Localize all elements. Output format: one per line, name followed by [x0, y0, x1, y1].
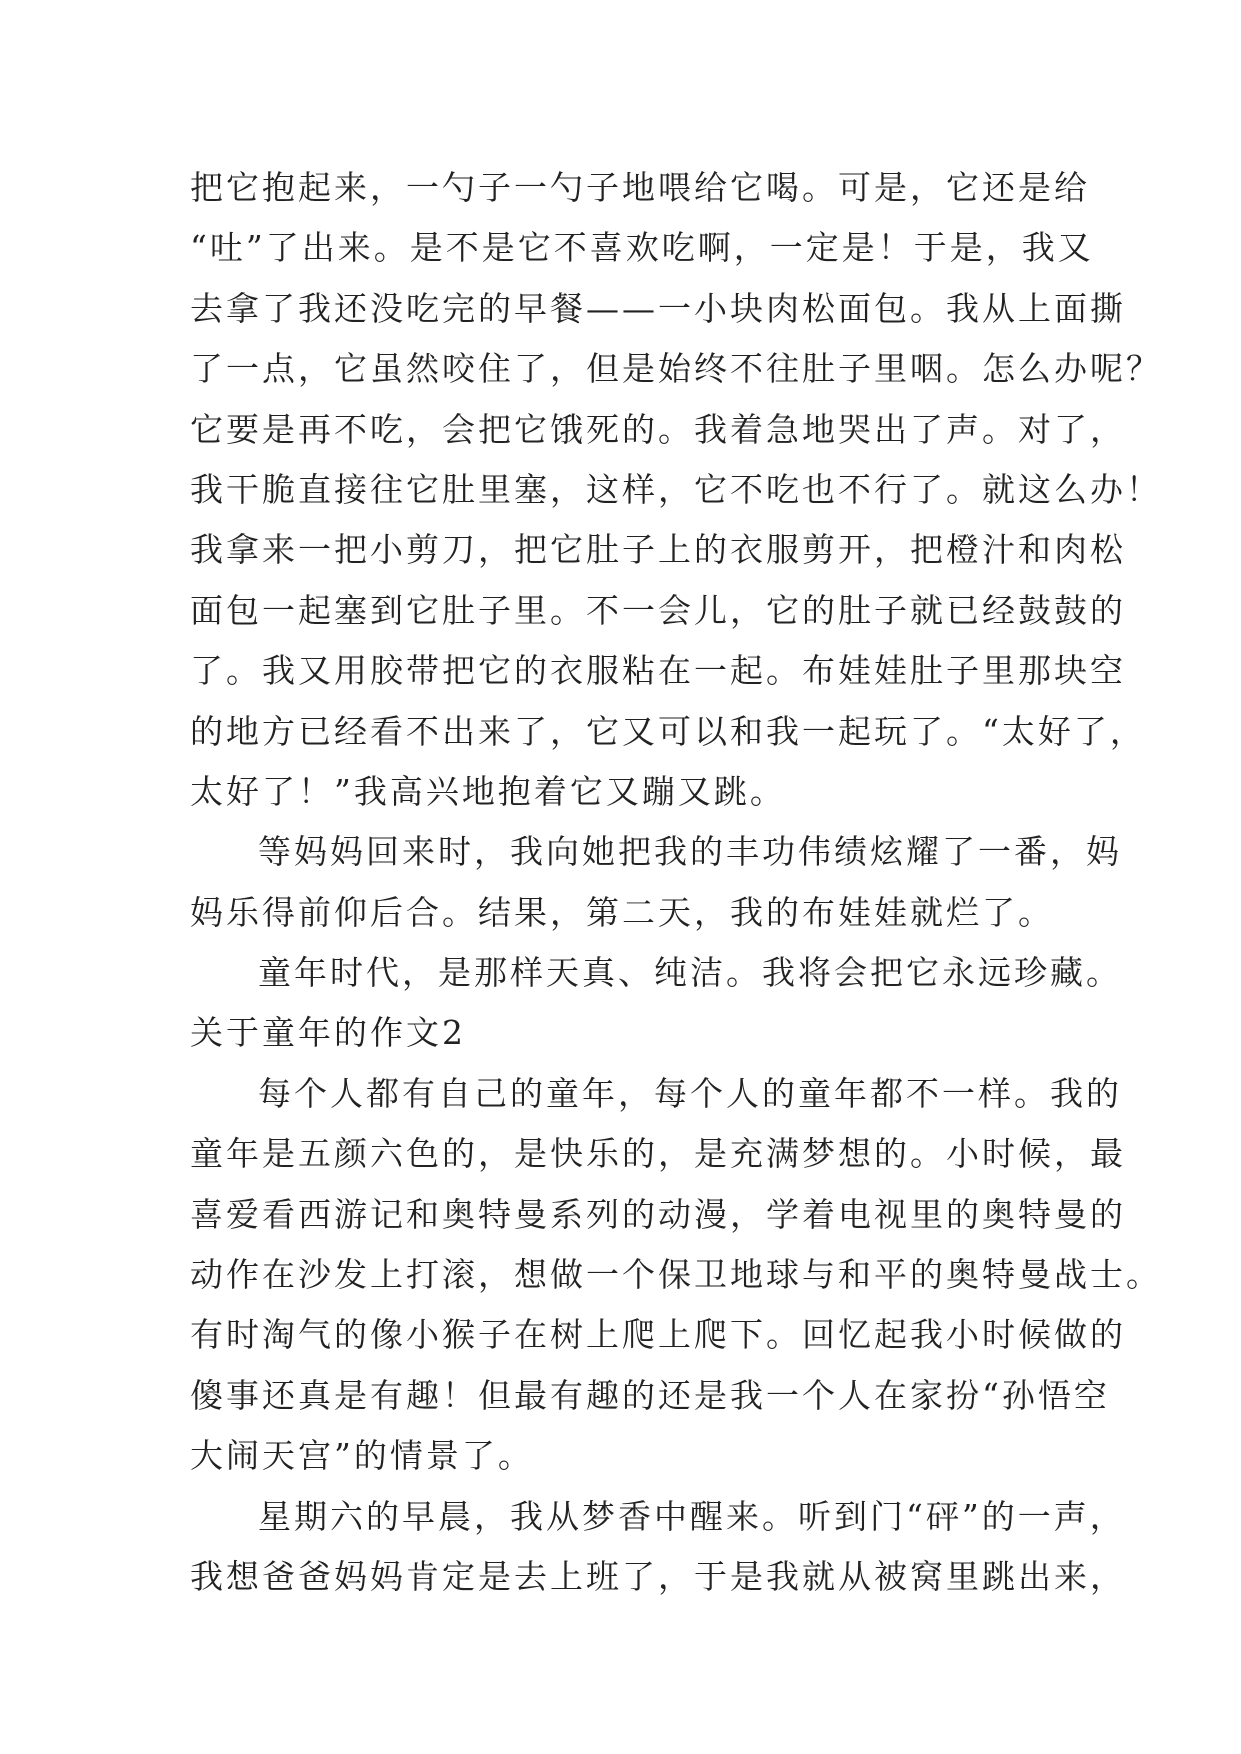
text-line: 面包一起塞到它肚子里。不一会儿，它的肚子就已经鼓鼓的: [190, 590, 1126, 630]
text-line: 妈乐得前仰后合。结果，第二天，我的布娃娃就烂了。: [190, 892, 1054, 932]
text-line: 童年时代，是那样天真、纯洁。我将会把它永远珍藏。: [258, 953, 1122, 993]
text-line: 动作在沙发上打滚，想做一个保卫地球与和平的奥特曼战士。: [190, 1255, 1162, 1295]
text-line: 喜爱看西游记和奥特曼系列的动漫，学着电视里的奥特曼的: [190, 1194, 1126, 1234]
text-line: 我拿来一把小剪刀，把它肚子上的衣服剪开，把橙汁和肉松: [190, 530, 1126, 570]
text-line: 傻事还真是有趣！但最有趣的还是我一个人在家扮“孙悟空: [190, 1375, 1110, 1415]
text-line: 我干脆直接往它肚里塞，这样，它不吃也不行了。就这么办！: [190, 469, 1162, 509]
text-line: 有时淘气的像小猴子在树上爬上爬下。回忆起我小时候做的: [190, 1315, 1126, 1355]
text-line: 的地方已经看不出来了，它又可以和我一起玩了。“太好了，: [190, 711, 1146, 751]
text-line: 每个人都有自己的童年，每个人的童年都不一样。我的: [258, 1073, 1122, 1113]
text-line: 了一点，它虽然咬住了，但是始终不往肚子里咽。怎么办呢？: [190, 349, 1162, 389]
text-line: 去拿了我还没吃完的早餐——一小块肉松面包。我从上面撕: [190, 288, 1126, 328]
text-line: 了。我又用胶带把它的衣服粘在一起。布娃娃肚子里那块空: [190, 651, 1126, 691]
text-line: 它要是再不吃，会把它饿死的。我着急地哭出了声。对了，: [190, 409, 1126, 449]
text-line: 把它抱起来，一勺子一勺子地喂给它喝。可是，它还是给: [190, 168, 1090, 207]
text-line: 大闹天宫”的情景了。: [190, 1436, 534, 1476]
text-line: “吐”了出来。是不是它不喜欢吃啊，一定是！于是，我又: [190, 228, 1094, 268]
text-line: 童年是五颜六色的，是快乐的，是充满梦想的。小时候，最: [190, 1134, 1126, 1174]
text-line: 等妈妈回来时，我向她把我的丰功伟绩炫耀了一番，妈: [258, 832, 1122, 872]
text-line: 太好了！”我高兴地抱着它又蹦又跳。: [190, 771, 786, 811]
body-text: [190, 158, 1162, 1607]
text-line: 我想爸爸妈妈肯定是去上班了，于是我就从被窝里跳出来，: [190, 1556, 1126, 1596]
section-heading: 关于童年的作文2: [190, 1013, 466, 1053]
text-line: 星期六的早晨，我从梦香中醒来。听到门“砰”的一声，: [258, 1496, 1126, 1536]
